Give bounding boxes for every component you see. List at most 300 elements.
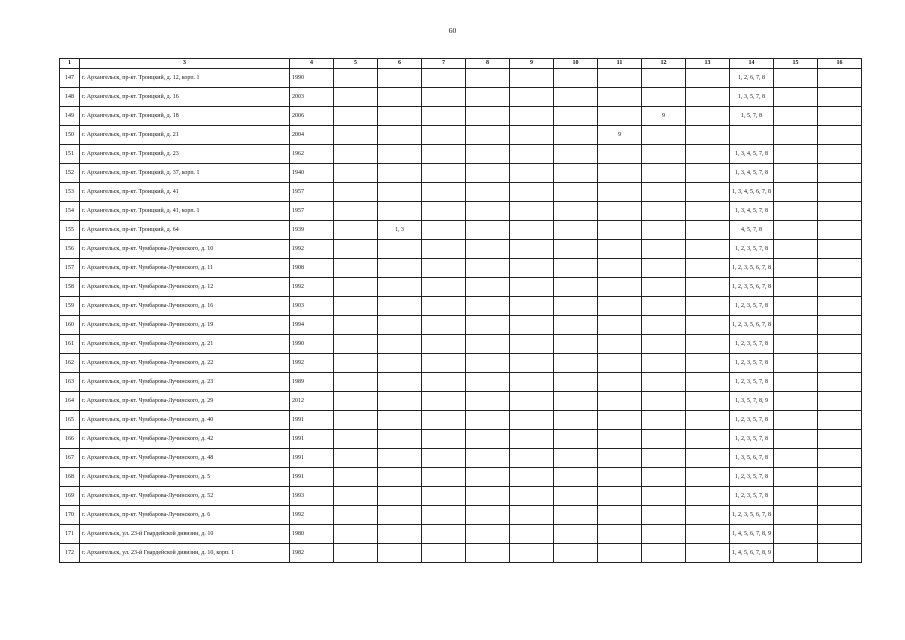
col12-cell [642, 373, 686, 392]
row-number: 161 [60, 335, 80, 354]
year-cell: 1982 [290, 544, 334, 563]
col9-cell [510, 145, 554, 164]
col6-cell [378, 202, 422, 221]
col10-cell [554, 145, 598, 164]
year-cell: 1957 [290, 202, 334, 221]
row-number: 153 [60, 183, 80, 202]
col8-cell [466, 107, 510, 126]
col11-cell [598, 411, 642, 430]
col13-cell [686, 240, 730, 259]
col11-cell [598, 145, 642, 164]
col14-cell: 1, 3, 4, 5, 7, 8 [730, 145, 774, 164]
col6-cell [378, 278, 422, 297]
col8-cell [466, 278, 510, 297]
col12-cell [642, 506, 686, 525]
col8-cell [466, 240, 510, 259]
col14-cell: 1, 2, 3, 5, 7, 8 [730, 373, 774, 392]
table-row [60, 278, 862, 297]
address-cell: г. Архангельск, пр-кт. Чумбарова-Лучинского, д. 19 [80, 316, 290, 335]
table-row [60, 392, 862, 411]
row-number: 159 [60, 297, 80, 316]
col13-cell [686, 316, 730, 335]
address-cell: г. Архангельск, пр-кт. Чумбарова-Лучинского, д. 42 [80, 430, 290, 449]
header-row [60, 59, 862, 69]
address-cell: г. Архангельск, пр-кт. Троицкий, д. 18 [80, 107, 290, 126]
col7-cell [422, 411, 466, 430]
col10-cell [554, 392, 598, 411]
row-number: 150 [60, 126, 80, 145]
col13-cell [686, 392, 730, 411]
col16-cell [818, 107, 862, 126]
col5-cell [334, 69, 378, 88]
column-header: 13 [686, 59, 730, 69]
col15-cell [774, 126, 818, 145]
year-cell: 1992 [290, 506, 334, 525]
col9-cell [510, 202, 554, 221]
col9-cell [510, 107, 554, 126]
col12-cell [642, 221, 686, 240]
year-cell: 1992 [290, 354, 334, 373]
col5-cell [334, 202, 378, 221]
row-number: 172 [60, 544, 80, 563]
col7-cell [422, 354, 466, 373]
col9-cell [510, 392, 554, 411]
column-header: 4 [290, 59, 334, 69]
col14-cell: 1, 3, 4, 5, 6, 7, 8 [730, 183, 774, 202]
col14-cell: 1, 2, 6, 7, 8 [730, 69, 774, 88]
col11-cell [598, 88, 642, 107]
row-number: 155 [60, 221, 80, 240]
col13-cell [686, 468, 730, 487]
row-number: 162 [60, 354, 80, 373]
col10-cell [554, 430, 598, 449]
col10-cell [554, 544, 598, 563]
col11-cell [598, 449, 642, 468]
col14-cell: 1, 3, 4, 5, 7, 8 [730, 164, 774, 183]
col8-cell [466, 88, 510, 107]
row-number: 148 [60, 88, 80, 107]
col14-cell: 4, 5, 7, 8 [730, 221, 774, 240]
col16-cell [818, 240, 862, 259]
col9-cell [510, 183, 554, 202]
year-cell: 1989 [290, 373, 334, 392]
col6-cell [378, 449, 422, 468]
table-row [60, 430, 862, 449]
col11-cell [598, 354, 642, 373]
address-cell: г. Архангельск, пр-кт. Чумбарова-Лучинского, д. 6 [80, 506, 290, 525]
col5-cell [334, 525, 378, 544]
col12-cell [642, 316, 686, 335]
row-number: 169 [60, 487, 80, 506]
col10-cell [554, 183, 598, 202]
year-cell: 1992 [290, 240, 334, 259]
page-number: 60 [448, 26, 457, 35]
col15-cell [774, 487, 818, 506]
col14-cell: 1, 2, 3, 5, 7, 8 [730, 354, 774, 373]
address-cell: г. Архангельск, пр-кт. Троицкий, д. 64 [80, 221, 290, 240]
col15-cell [774, 278, 818, 297]
col6-cell [378, 316, 422, 335]
col5-cell [334, 335, 378, 354]
col11-cell [598, 506, 642, 525]
col12-cell [642, 126, 686, 145]
col12-cell [642, 202, 686, 221]
col6-cell: 1, 3 [378, 221, 422, 240]
col9-cell [510, 221, 554, 240]
col6-cell [378, 354, 422, 373]
address-cell: г. Архангельск, пр-кт. Чумбарова-Лучинского, д. 16 [80, 297, 290, 316]
address-cell: г. Архангельск, пр-кт. Троицкий, д. 12, корп. 1 [80, 69, 290, 88]
col6-cell [378, 240, 422, 259]
col9-cell [510, 411, 554, 430]
col7-cell [422, 183, 466, 202]
col6-cell [378, 525, 422, 544]
col13-cell [686, 335, 730, 354]
row-number: 152 [60, 164, 80, 183]
col16-cell [818, 544, 862, 563]
col6-cell [378, 145, 422, 164]
col7-cell [422, 316, 466, 335]
col7-cell [422, 221, 466, 240]
address-cell: г. Архангельск, пр-кт. Троицкий, д. 21 [80, 126, 290, 145]
col5-cell [334, 221, 378, 240]
col15-cell [774, 202, 818, 221]
col11-cell [598, 430, 642, 449]
col8-cell [466, 316, 510, 335]
col8-cell [466, 183, 510, 202]
col14-cell: 1, 3, 5, 6, 7, 8 [730, 449, 774, 468]
col12-cell [642, 259, 686, 278]
col6-cell [378, 373, 422, 392]
col5-cell [334, 430, 378, 449]
col5-cell [334, 411, 378, 430]
col11-cell [598, 107, 642, 126]
col6-cell [378, 259, 422, 278]
col15-cell [774, 297, 818, 316]
col8-cell [466, 335, 510, 354]
table-row [60, 506, 862, 525]
col15-cell [774, 164, 818, 183]
table-row [60, 126, 862, 145]
col7-cell [422, 202, 466, 221]
address-cell: г. Архангельск, пр-кт. Троицкий, д. 37, корп. 1 [80, 164, 290, 183]
col12-cell [642, 278, 686, 297]
col5-cell [334, 506, 378, 525]
table-row [60, 544, 862, 563]
col5-cell [334, 468, 378, 487]
year-cell: 1940 [290, 164, 334, 183]
table-row [60, 164, 862, 183]
col13-cell [686, 449, 730, 468]
year-cell: 2004 [290, 126, 334, 145]
col9-cell [510, 69, 554, 88]
col15-cell [774, 430, 818, 449]
col12-cell [642, 392, 686, 411]
row-number: 164 [60, 392, 80, 411]
year-cell: 1991 [290, 411, 334, 430]
col8-cell [466, 506, 510, 525]
col13-cell [686, 278, 730, 297]
column-header: 6 [378, 59, 422, 69]
col5-cell [334, 259, 378, 278]
col14-cell: 1, 5, 7, 8 [730, 107, 774, 126]
table-row [60, 335, 862, 354]
col13-cell [686, 506, 730, 525]
table-row [60, 202, 862, 221]
col7-cell [422, 88, 466, 107]
col13-cell [686, 373, 730, 392]
table-row [60, 145, 862, 164]
table-body [60, 69, 862, 563]
table-row [60, 69, 862, 88]
row-number: 171 [60, 525, 80, 544]
col8-cell [466, 164, 510, 183]
col6-cell [378, 69, 422, 88]
row-number: 149 [60, 107, 80, 126]
row-number: 154 [60, 202, 80, 221]
col8-cell [466, 354, 510, 373]
col14-cell: 1, 2, 3, 5, 7, 8 [730, 297, 774, 316]
col9-cell [510, 164, 554, 183]
year-cell: 1991 [290, 468, 334, 487]
col13-cell [686, 183, 730, 202]
col11-cell [598, 259, 642, 278]
col9-cell [510, 487, 554, 506]
col9-cell [510, 468, 554, 487]
address-cell: г. Архангельск, пр-кт. Троицкий, д. 23 [80, 145, 290, 164]
col11-cell [598, 221, 642, 240]
col7-cell [422, 506, 466, 525]
col13-cell [686, 430, 730, 449]
col16-cell [818, 126, 862, 145]
col8-cell [466, 202, 510, 221]
col7-cell [422, 430, 466, 449]
address-cell: г. Архангельск, ул. 23-й Гвардейской дивизии, д. 10, корп. 1 [80, 544, 290, 563]
col5-cell [334, 297, 378, 316]
col11-cell [598, 202, 642, 221]
col16-cell [818, 278, 862, 297]
col10-cell [554, 468, 598, 487]
table-row [60, 525, 862, 544]
col10-cell [554, 107, 598, 126]
col14-cell: 1, 2, 3, 5, 6, 7, 8 [730, 278, 774, 297]
col10-cell [554, 354, 598, 373]
col13-cell [686, 126, 730, 145]
col9-cell [510, 354, 554, 373]
col5-cell [334, 278, 378, 297]
col10-cell [554, 126, 598, 145]
col12-cell [642, 411, 686, 430]
col10-cell [554, 164, 598, 183]
col16-cell [818, 335, 862, 354]
col16-cell [818, 69, 862, 88]
col7-cell [422, 525, 466, 544]
col11-cell [598, 183, 642, 202]
col15-cell [774, 183, 818, 202]
col10-cell [554, 69, 598, 88]
year-cell: 1990 [290, 335, 334, 354]
col16-cell [818, 525, 862, 544]
col14-cell: 1, 2, 3, 5, 7, 8 [730, 240, 774, 259]
col10-cell [554, 88, 598, 107]
table-row [60, 468, 862, 487]
col6-cell [378, 468, 422, 487]
col6-cell [378, 297, 422, 316]
table-row [60, 221, 862, 240]
col8-cell [466, 525, 510, 544]
col14-cell: 1, 2, 3, 5, 7, 8 [730, 487, 774, 506]
column-header: 3 [80, 59, 290, 69]
year-cell: 1962 [290, 145, 334, 164]
col15-cell [774, 221, 818, 240]
col14-cell: 1, 2, 3, 5, 7, 8 [730, 430, 774, 449]
year-cell: 2012 [290, 392, 334, 411]
col5-cell [334, 449, 378, 468]
col11-cell [598, 278, 642, 297]
col11-cell [598, 335, 642, 354]
col6-cell [378, 544, 422, 563]
col8-cell [466, 221, 510, 240]
col10-cell [554, 506, 598, 525]
year-cell: 1903 [290, 297, 334, 316]
column-header: 5 [334, 59, 378, 69]
column-header: 7 [422, 59, 466, 69]
col10-cell [554, 316, 598, 335]
col12-cell [642, 487, 686, 506]
col5-cell [334, 183, 378, 202]
address-cell: г. Архангельск, пр-кт. Чумбарова-Лучинского, д. 29 [80, 392, 290, 411]
col5-cell [334, 316, 378, 335]
col12-cell [642, 335, 686, 354]
address-cell: г. Архангельск, пр-кт. Чумбарова-Лучинского, д. 5 [80, 468, 290, 487]
row-number: 147 [60, 69, 80, 88]
col8-cell [466, 544, 510, 563]
col9-cell [510, 88, 554, 107]
col12-cell [642, 183, 686, 202]
col13-cell [686, 544, 730, 563]
col6-cell [378, 430, 422, 449]
row-number: 166 [60, 430, 80, 449]
year-cell: 1994 [290, 316, 334, 335]
address-cell: г. Архангельск, пр-кт. Чумбарова-Лучинского, д. 48 [80, 449, 290, 468]
col16-cell [818, 354, 862, 373]
col9-cell [510, 316, 554, 335]
address-cell: г. Архангельск, пр-кт. Троицкий, д. 41 [80, 183, 290, 202]
col7-cell [422, 240, 466, 259]
col7-cell [422, 126, 466, 145]
col13-cell [686, 354, 730, 373]
buildings-table [59, 58, 862, 563]
col6-cell [378, 88, 422, 107]
year-cell: 1990 [290, 69, 334, 88]
col8-cell [466, 487, 510, 506]
row-number: 157 [60, 259, 80, 278]
row-number: 156 [60, 240, 80, 259]
table-row [60, 487, 862, 506]
address-cell: г. Архангельск, пр-кт. Троицкий, д. 16 [80, 88, 290, 107]
col5-cell [334, 373, 378, 392]
col7-cell [422, 544, 466, 563]
col14-cell: 1, 3, 4, 5, 7, 8 [730, 202, 774, 221]
address-cell: г. Архангельск, пр-кт. Чумбарова-Лучинского, д. 22 [80, 354, 290, 373]
col16-cell [818, 487, 862, 506]
col14-cell: 1, 2, 3, 5, 6, 7, 8 [730, 316, 774, 335]
col8-cell [466, 126, 510, 145]
table-row [60, 449, 862, 468]
col11-cell [598, 392, 642, 411]
col12-cell [642, 525, 686, 544]
col16-cell [818, 183, 862, 202]
col12-cell [642, 449, 686, 468]
col15-cell [774, 316, 818, 335]
col14-cell: 1, 2, 3, 5, 6, 7, 8 [730, 259, 774, 278]
col12-cell [642, 164, 686, 183]
col10-cell [554, 525, 598, 544]
col15-cell [774, 259, 818, 278]
col10-cell [554, 449, 598, 468]
year-cell: 1939 [290, 221, 334, 240]
col6-cell [378, 183, 422, 202]
col12-cell [642, 88, 686, 107]
column-header: 1 [60, 59, 80, 69]
col13-cell [686, 145, 730, 164]
col16-cell [818, 145, 862, 164]
col14-cell: 1, 2, 3, 5, 6, 7, 8 [730, 506, 774, 525]
col6-cell [378, 411, 422, 430]
col9-cell [510, 297, 554, 316]
year-cell: 2006 [290, 107, 334, 126]
col8-cell [466, 145, 510, 164]
col8-cell [466, 259, 510, 278]
row-number: 151 [60, 145, 80, 164]
col6-cell [378, 126, 422, 145]
col16-cell [818, 468, 862, 487]
col14-cell: 1, 2, 3, 5, 7, 8 [730, 335, 774, 354]
col7-cell [422, 392, 466, 411]
col11-cell [598, 468, 642, 487]
address-cell: г. Архангельск, пр-кт. Чумбарова-Лучинского, д. 23 [80, 373, 290, 392]
col5-cell [334, 126, 378, 145]
col8-cell [466, 430, 510, 449]
col7-cell [422, 449, 466, 468]
year-cell: 1980 [290, 525, 334, 544]
row-number: 167 [60, 449, 80, 468]
col5-cell [334, 392, 378, 411]
col9-cell [510, 259, 554, 278]
col14-cell: 1, 2, 3, 5, 7, 8 [730, 468, 774, 487]
col13-cell [686, 69, 730, 88]
col5-cell [334, 240, 378, 259]
col7-cell [422, 468, 466, 487]
col16-cell [818, 411, 862, 430]
col15-cell [774, 392, 818, 411]
col13-cell [686, 411, 730, 430]
col14-cell: 1, 2, 3, 5, 7, 8 [730, 411, 774, 430]
address-cell: г. Архангельск, пр-кт. Троицкий, д. 41, корп. 1 [80, 202, 290, 221]
col7-cell [422, 373, 466, 392]
col9-cell [510, 506, 554, 525]
col8-cell [466, 297, 510, 316]
col14-cell: 1, 3, 5, 7, 8, 9 [730, 392, 774, 411]
col14-cell: 1, 4, 5, 6, 7, 8, 9 [730, 525, 774, 544]
col11-cell [598, 525, 642, 544]
col7-cell [422, 297, 466, 316]
col5-cell [334, 107, 378, 126]
col11-cell [598, 164, 642, 183]
col13-cell [686, 487, 730, 506]
col10-cell [554, 411, 598, 430]
col12-cell [642, 240, 686, 259]
